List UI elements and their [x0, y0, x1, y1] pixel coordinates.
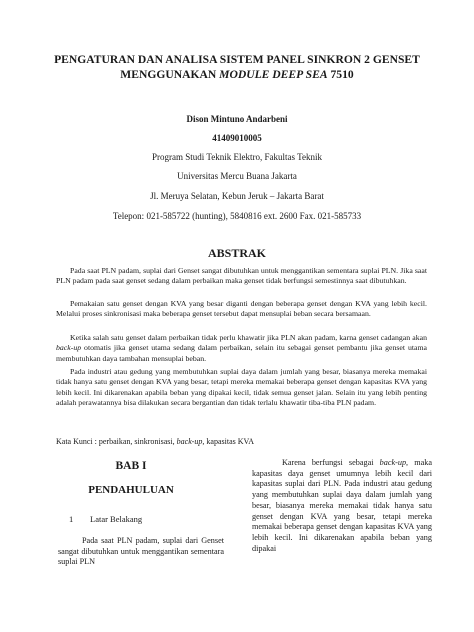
abstract-paragraph-2 [56, 299, 427, 320]
author-name: Dison Mintuno Andarbeni [186, 114, 288, 124]
left-paragraph-text: Pada saat PLN padam, suplai dari Genset sangat dibutuhkan untuk menggantikan sementara suplai PLN [58, 536, 224, 567]
keywords-italic: back-up [176, 437, 203, 446]
section-heading [69, 514, 142, 524]
keywords-text-b: , kapasitas KVA [202, 437, 255, 446]
abstract-p1-text: Pada saat PLN padam, suplai dari Genset sangat dibutuhkan untuk menggantikan sementara suplai PLN. Jika saat PLN padam pada saat genset sedang dalam perbaikan maka genset tidak berfungsi semestinnya saat dibutuhkan. [56, 266, 427, 286]
abstract-p3-text-b: otomatis jika genset utama sedang dalam perbaikan, selain itu sebagai genset pembantu jika genset utama membutuhkan daya tambahan mensuplai beban. [56, 343, 427, 363]
keywords [56, 437, 254, 446]
right-paragraph-text-b: , maka kapasitas daya genset umumnya lebih kecil dari kapasitas suplai dari PLN. Pada industri atau gedung yang membutuhkan suplai daya dalam jumlah yang besar, biasanya mereka memakai tidak hanya satu genset dengan KVA yang besar, tetapi mereka memakai beberapa genset dengan kapasitas KVA yang lebih kecil. Ini dikarenakan apabila beban yang dipakai [252, 458, 433, 553]
abstract-paragraph-3 [56, 333, 427, 364]
section-title: Latar Belakang [90, 514, 143, 524]
title-prefix: MENGGUNAKAN [120, 68, 220, 81]
title-suffix: 7510 [327, 68, 354, 81]
chapter-number: BAB I [115, 460, 147, 472]
title-line-2 [40, 67, 434, 82]
title-line-1: PENGATURAN DAN ANALISA SISTEM PANEL SINKRON 2 GENSET [54, 53, 420, 66]
author-nim: 41409010005 [212, 133, 262, 143]
left-paragraph [58, 536, 224, 568]
abstract-paragraph-4 [56, 367, 427, 409]
author-phone: Telepon: 021-585722 (hunting), 5840816 ext. 2600 Fax. 021-585733 [112, 211, 362, 221]
right-paragraph-italic: back-up [379, 458, 407, 467]
author-program: Program Studi Teknik Elektro, Fakultas Teknik [152, 152, 322, 162]
right-paragraph-text-a: Karena berfungsi sebagai [282, 458, 380, 467]
author-university: Universitas Mercu Buana Jakarta [177, 171, 297, 181]
abstract-heading: ABSTRAK [207, 246, 266, 260]
title-italic: MODULE DEEP SEA [219, 68, 328, 81]
abstract-p4-text: Pada industri atau gedung yang membutuhkan suplai daya dalam jumlah yang besar, biasanya mereka memakai tidak hanya satu genset dengan KVA yang besar, tetapi mereka memakai beberapa genset dengan kapasitas KVA yang lebih kecil. Ini dikarenakan apabila beban yang dipakai kecil, tidak semua genset jalan. Selain itu yang lebih penting adalah perawatannya bisa dilakukan secara bergantian dan tidak terlalu khawatir tiba-tiba PLN padam. [56, 367, 427, 408]
abstract-p2-text: Pemakaian satu genset dengan KVA yang besar diganti dengan beberapa genset dengan KVA yang lebih kecil. Melalui proses sinkronisasi maka beberapa genset tersebut dapat mensuplai beban secara bersamaan. [56, 299, 427, 319]
section-number: 1 [69, 514, 74, 524]
abstract-paragraph-1 [56, 266, 427, 287]
chapter-title: PENDAHULUAN [88, 484, 174, 496]
keywords-text-a: Kata Kunci : perbaikan, sinkronisasi, [56, 437, 177, 446]
abstract-p3-text-a: Ketika salah satu genset dalam perbaikan tidak perlu khawatir jika PLN akan padam, karna genset cadangan akan [70, 333, 427, 342]
right-paragraph [252, 458, 432, 554]
author-address: Jl. Meruya Selatan, Kebun Jeruk – Jakarta Barat [150, 191, 324, 201]
paper-title [40, 52, 434, 82]
abstract-p3-italic: back-up [56, 343, 82, 353]
